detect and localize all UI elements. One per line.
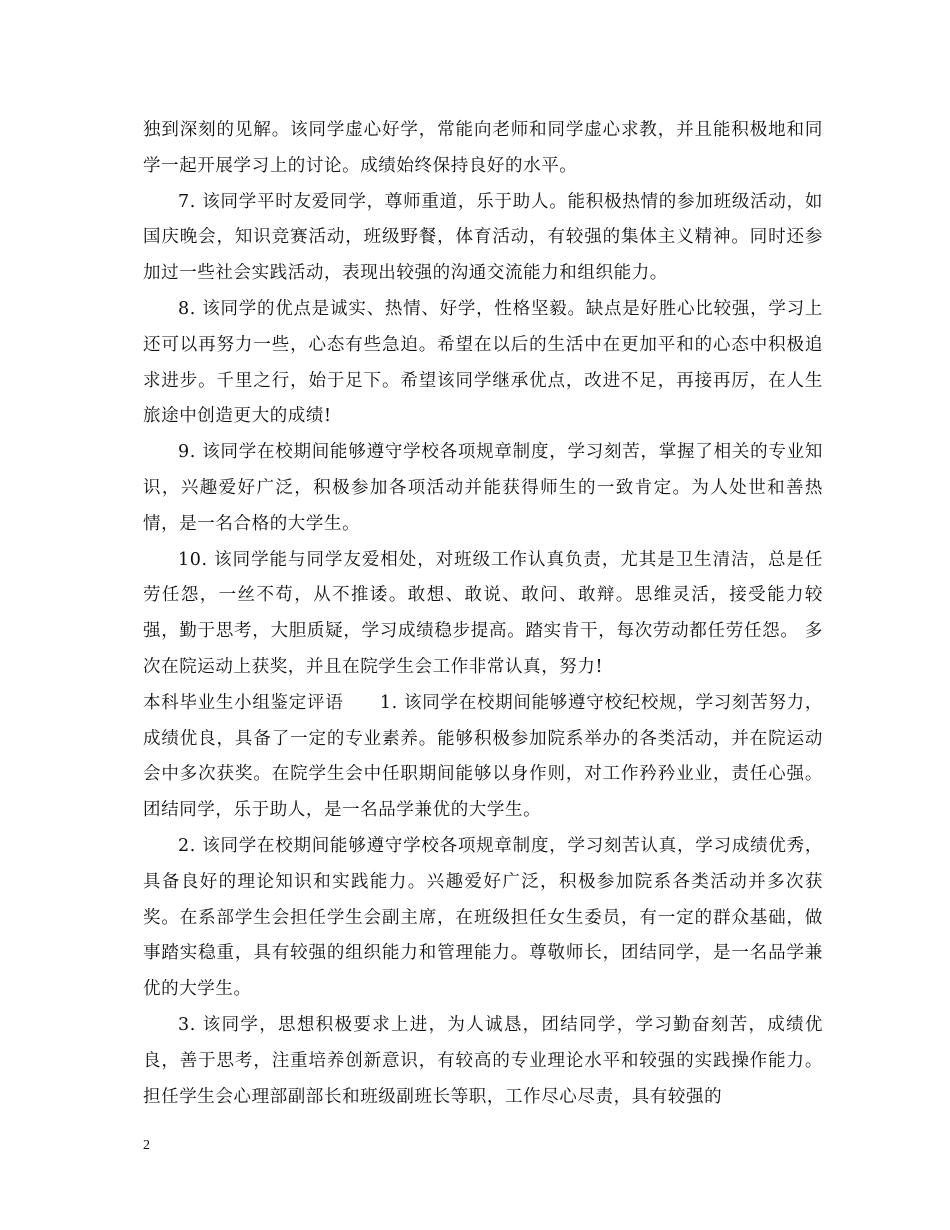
paragraph-section-heading-item-1: 本科毕业生小组鉴定评语 1. 该同学在校期间能够遵守校纪校规，学习刻苦努力，成绩优良，具备了一定的专业素养。能够积极参加院系举办的各类活动，并在院运动会中多次获奖。在院学生会中任职期间能够以身作则，对工作矜矜业业，责任心强。团结同学，乐于助人，是一名品学兼优的大学生。 (143, 692, 823, 821)
paragraph-item-3: 3. 该同学，思想积极要求上进，为人诚恳，团结同学，学习勤奋刻苦，成绩优良，善于思考，注重培养创新意识，有较高的专业理论水平和较强的实践操作能力。担任学生会心理部副部长和班级副班长等职，工作尽心尽责，具有较强的 (143, 1014, 823, 1107)
paragraph-item-7: 7. 该同学平时友爱同学，尊师重道，乐于助人。能积极热情的参加班级活动，如国庆晚会，知识竞赛活动，班级野餐，体育活动，有较强的集体主义精神。同时还参加过一些社会实践活动，表现出较强的沟通交流能力和组织能力。 (143, 191, 823, 284)
paragraph-continuation: 独到深刻的见解。该同学虚心好学，常能向老师和同学虚心求教，并且能积极地和同学一起开展学习上的讨论。成绩始终保持良好的水平。 (143, 120, 823, 176)
document-body (143, 113, 823, 1115)
paragraph-item-10: 10. 该同学能与同学友爱相处，对班级工作认真负责，尤其是卫生清洁，总是任劳任怨，一丝不苟，从不推诿。敢想、敢说、敢问、敢辩。思维灵活，接受能力较强，勤于思考，大胆质疑，学习成绩稳步提高。踏实肯干，每次劳动都任劳任怨。 多次在院运动上获奖，并且在院学生会工作非常认真，努力! (143, 549, 823, 677)
page-number: 2 (143, 1138, 150, 1153)
paragraph-item-9: 9. 该同学在校期间能够遵守学校各项规章制度，学习刻苦，掌握了相关的专业知识，兴趣爱好广泛，积极参加各项活动并能获得师生的一致肯定。为人处世和善热情，是一名合格的大学生。 (143, 442, 823, 534)
paragraph-item-2: 2. 该同学在校期间能够遵守学校各项规章制度，学习刻苦认真，学习成绩优秀，具备良好的理论知识和实践能力。兴趣爱好广泛，积极参加院系各类活动并多次获奖。在系部学生会担任学生会副主席，在班级担任女生委员，有一定的群众基础，做事踏实稳重，具有较强的组织能力和管理能力。尊敬师长，团结同学，是一名品学兼优的大学生。 (143, 835, 823, 1000)
paragraph-item-8: 8. 该同学的优点是诚实、热情、好学，性格坚毅。缺点是好胜心比较强，学习上还可以再努力一些，心态有些急迫。希望在以后的生活中在更加平和的心态中积极追求进步。千里之行，始于足下。希望该同学继承优点，改进不足，再接再厉，在人生旅途中创造更大的成绩! (143, 298, 823, 427)
